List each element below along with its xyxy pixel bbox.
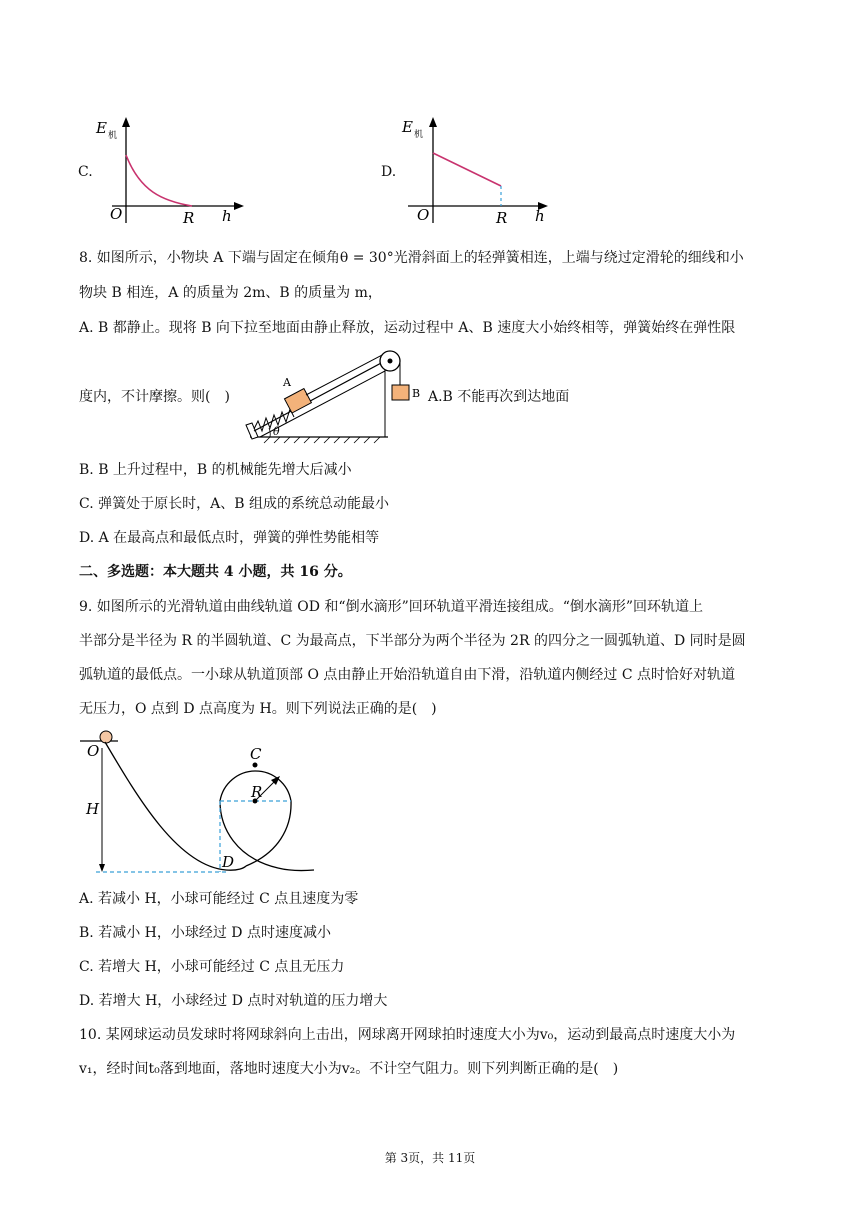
q8-line-1: 8. 如图所示，小物块 A 下端与固定在倾角θ = 30°光滑斜面上的轻弹簧相连，上端与绕过定滑轮的细线和小 xyxy=(79,250,744,266)
loop-track xyxy=(220,771,314,871)
q9-line-2: 半部分是半径为 R 的半圆轨道、C 为最高点，下半部分为两个半径为 2R 的四分之一圆弧轨道、D 同时是圆 xyxy=(79,633,746,649)
page-footer: 第 3页，共 11页 xyxy=(384,1151,476,1165)
height-label: H xyxy=(86,800,100,818)
curve-track xyxy=(105,742,246,870)
y-axis-label: E xyxy=(402,118,413,136)
mechanical-energy-curve xyxy=(126,155,192,206)
loop-track-figure xyxy=(78,728,328,878)
x-axis-label: h xyxy=(222,207,232,225)
origin-label: O xyxy=(110,205,123,223)
q8-option-d: D. A 在最高点和最低点时，弹簧的弹性势能相等 xyxy=(79,530,380,546)
q8-line-3: A. B 都静止。现将 B 向下拉至地面由静止释放，运动过程中 A、B 速度大小始终相等，弹簧始终在弹性限 xyxy=(79,320,736,336)
point-d-label: D xyxy=(222,853,235,871)
point-o-label: O xyxy=(87,742,100,760)
origin-label: O xyxy=(417,206,430,224)
angle-label: θ xyxy=(273,425,280,438)
q9-line-1: 9. 如图所示的光滑轨道由曲线轨道 OD 和“倒水滴形”回环轨道平滑连接组成。“倒水滴形”回环轨道上 xyxy=(79,599,704,615)
q10-line-1: 10. 某网球运动员发球时将网球斜向上击出，网球离开网球拍时速度大小为v₀，运动到最高点时速度大小为 xyxy=(79,1027,736,1043)
q9-option-a: A. 若减小 H，小球可能经过 C 点且速度为零 xyxy=(79,891,359,907)
r-label: R xyxy=(496,209,508,227)
block-b-label: B xyxy=(412,387,421,400)
option-c-graph xyxy=(92,113,252,228)
q8-line-2: 物块 B 相连，A 的质量为 2m、B 的质量为 m， xyxy=(79,285,382,301)
option-d-label: D. xyxy=(381,164,397,180)
q8-line-4: 度内，不计摩擦。则( ) xyxy=(79,389,230,405)
mechanical-energy-line xyxy=(433,153,501,186)
section-heading: 二、多选题：本大题共 4 小题，共 16 分。 xyxy=(79,564,352,580)
ball xyxy=(100,731,112,743)
option-c-label: C. xyxy=(78,164,93,180)
point-c-label: C xyxy=(250,745,262,763)
q8-option-b: B. B 上升过程中，B 的机械能先增大后减小 xyxy=(79,462,352,478)
x-axis-label: h xyxy=(535,207,545,225)
y-axis-sub: 机 xyxy=(414,130,424,140)
q8-option-a: A.B 不能再次到达地面 xyxy=(428,389,570,405)
q9-line-4: 无压力，O 点到 D 点高度为 H。则下列说法正确的是( ) xyxy=(79,701,437,717)
block-a-label: A xyxy=(283,376,291,389)
block-b xyxy=(392,385,409,400)
q9-option-b: B. 若减小 H，小球经过 D 点时速度减小 xyxy=(79,925,331,941)
incline-spring-pulley-figure xyxy=(240,345,422,445)
block-a xyxy=(284,389,311,413)
q9-line-3: 弧轨道的最低点。一小球从轨道顶部 O 点由静止开始沿轨道自由下滑，沿轨道内侧经过 C 点时恰好对轨道 xyxy=(79,667,735,683)
radius-label: R xyxy=(251,783,263,801)
q10-line-2: v₁，经时间t₀落到地面，落地时速度大小为v₂。不计空气阻力。则下列判断正确的是( ) xyxy=(79,1061,619,1077)
option-d-graph xyxy=(396,111,556,228)
q8-option-c: C. 弹簧处于原长时，A、B 组成的系统总动能最小 xyxy=(79,496,389,512)
q9-option-d: D. 若增大 H，小球经过 D 点时对轨道的压力增大 xyxy=(79,993,388,1009)
q9-option-c: C. 若增大 H，小球可能经过 C 点且无压力 xyxy=(79,959,345,975)
r-label: R xyxy=(183,209,195,227)
y-axis-label: E xyxy=(96,119,107,137)
y-axis-sub: 机 xyxy=(108,131,118,141)
